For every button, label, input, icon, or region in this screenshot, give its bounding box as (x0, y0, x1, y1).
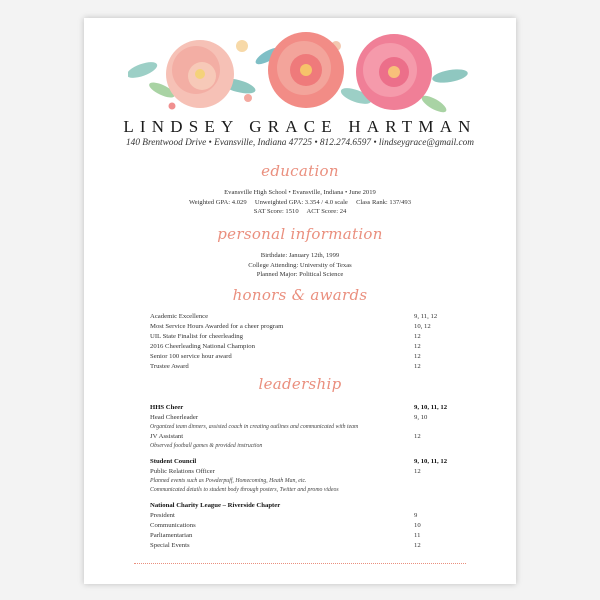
dotted-divider (134, 563, 466, 564)
list-item (150, 352, 460, 362)
award-label: Senior 100 service hour award (150, 353, 232, 360)
floral-banner-illustration (128, 26, 468, 120)
role-label: President (150, 512, 175, 519)
role-row (150, 521, 460, 531)
role-row (150, 531, 460, 541)
description-text: Planned events such as Powderpuff, Homecoming, Heath Man, etc. (150, 478, 307, 484)
role-label: Parliamentarian (150, 532, 193, 539)
role-row (150, 541, 460, 551)
role-row (150, 413, 460, 423)
role-description (150, 486, 460, 495)
personal-line: College Attending: University of Texas (248, 261, 352, 269)
list-item (150, 312, 460, 322)
resume-page (84, 18, 516, 584)
role-years: 12 (414, 468, 421, 475)
personal-line: Planned Major: Political Science (256, 271, 344, 279)
organization-name: National Charity League – Riverside Chapter (150, 502, 281, 509)
leadership-list (150, 403, 460, 551)
list-item (150, 322, 460, 332)
award-years: 12 (414, 363, 421, 370)
personal-line: Birthdate: January 12th, 1999 (260, 252, 340, 259)
role-years: 12 (414, 433, 421, 440)
applicant-name: LINDSEY GRACE HARTMAN (123, 117, 477, 136)
list-item (150, 342, 460, 352)
description-text: Communicated details to student body through posters, Twitter and promo videos (150, 487, 339, 493)
description-text: Observed football games & provided instruction (150, 443, 263, 449)
role-label: Head Cheerleader (150, 414, 199, 421)
role-years: 12 (414, 542, 421, 549)
organization-name: HHS Cheer (150, 404, 184, 411)
role-years: 11 (414, 532, 421, 539)
education-heading: education (261, 162, 339, 180)
role-row (150, 467, 460, 477)
education-details (84, 188, 516, 217)
role-row (150, 511, 460, 521)
description-text: Organized team dinners, assisted coach in creating outlines and communicated with team (150, 424, 359, 430)
award-years: 10, 12 (414, 323, 431, 330)
organization-name: Student Council (150, 458, 197, 465)
honors-awards-heading: honors & awards (232, 286, 368, 304)
award-years: 12 (414, 333, 421, 340)
education-line: Evansville High School • Evansville, Indiana • June 2019 (224, 189, 376, 196)
education-line: Weighted GPA: 4.029 Unweighted GPA: 3.354 / 4.0 scale Class Rank: 137/493 (188, 198, 412, 206)
organization-row (150, 457, 460, 467)
role-years: 10 (414, 522, 421, 529)
list-item (150, 362, 460, 372)
list-item (150, 332, 460, 342)
contact-line: 140 Brentwood Drive • Evansville, Indiana 47725 • 812.274.6597 • lindseygrace@gmail.com (126, 138, 474, 148)
role-label: Communications (150, 522, 196, 529)
personal-details (84, 251, 516, 280)
organization-row (150, 501, 460, 511)
award-years: 12 (414, 353, 421, 360)
award-years: 12 (414, 343, 421, 350)
role-label: Public Relations Officer (150, 468, 215, 475)
leadership-heading: leadership (258, 375, 342, 393)
role-row (150, 432, 460, 442)
personal-information-heading: personal information (217, 225, 383, 243)
role-description (150, 442, 460, 451)
organization-row (150, 403, 460, 413)
award-label: UIL State Finalist for cheerleading (150, 333, 243, 340)
award-label: Trustee Award (150, 363, 189, 370)
role-label: Special Events (150, 542, 190, 549)
role-label: JV Assistant (150, 433, 184, 440)
award-years: 9, 11, 12 (414, 313, 438, 320)
role-years: 9 (414, 512, 418, 519)
award-label: 2016 Cheerleading National Champion (150, 343, 255, 350)
role-description (150, 477, 460, 486)
role-years: 9, 10 (414, 414, 428, 421)
award-label: Academic Excellence (150, 313, 209, 320)
organization-years: 9, 10, 11, 12 (414, 404, 448, 411)
award-label: Most Service Hours Awarded for a cheer program (150, 323, 284, 330)
honors-list (150, 312, 460, 372)
organization-years: 9, 10, 11, 12 (414, 458, 448, 465)
education-line: SAT Score: 1510 ACT Score: 24 (253, 208, 347, 216)
role-description (150, 423, 460, 432)
